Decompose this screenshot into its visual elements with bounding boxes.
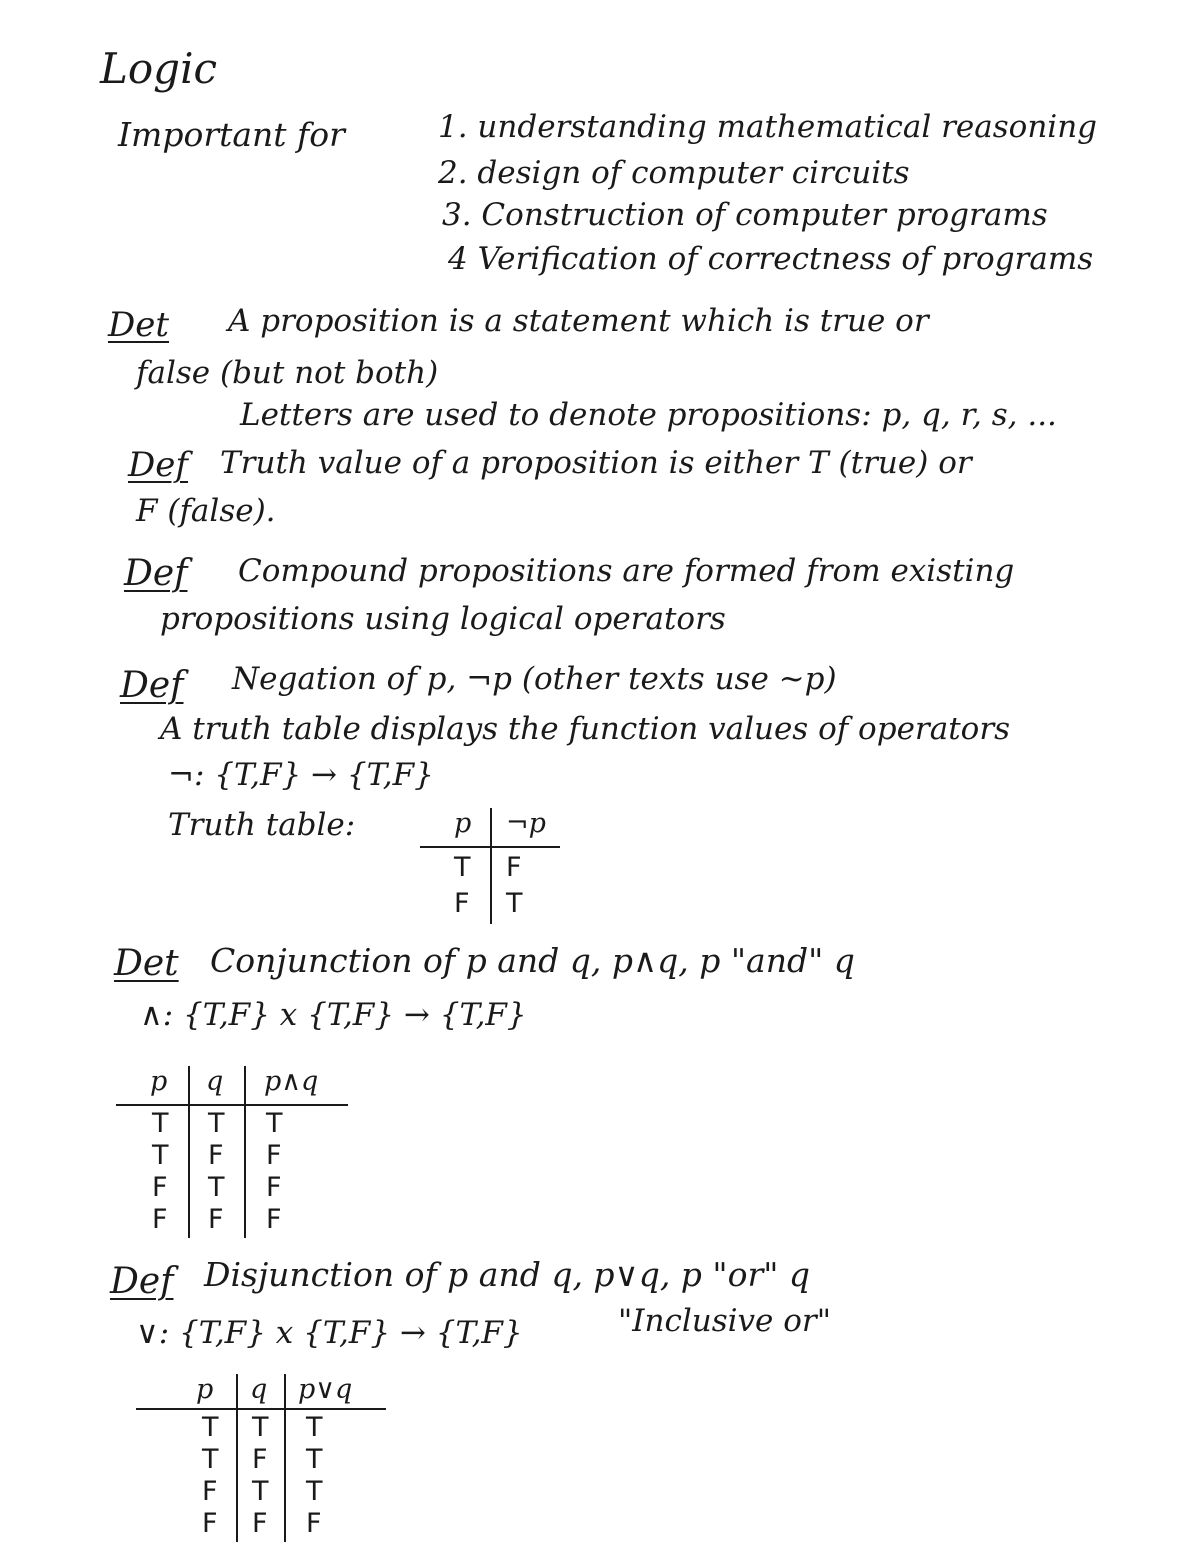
def-text: A proposition is a statement which is true or bbox=[228, 303, 929, 339]
list-item: 2. design of computer circuits bbox=[438, 155, 910, 191]
def-text: ∨: {T,F} x {T,F} → {T,F} bbox=[136, 1315, 523, 1351]
table-header: q bbox=[250, 1374, 268, 1405]
table-cell: F bbox=[266, 1204, 282, 1235]
table-cell: F bbox=[208, 1204, 224, 1235]
list-item: 1. understanding mathematical reasoning bbox=[438, 109, 1098, 145]
inclusive-or-note: "Inclusive or" bbox=[618, 1303, 831, 1339]
table-cell: T bbox=[202, 1444, 219, 1475]
table-header: q bbox=[206, 1066, 224, 1097]
list-item: 3. Construction of computer programs bbox=[442, 197, 1048, 233]
table-cell: T bbox=[454, 852, 471, 883]
table-cell: F bbox=[152, 1172, 168, 1203]
def-text: propositions using logical operators bbox=[160, 601, 726, 637]
table-cell: F bbox=[306, 1508, 322, 1539]
table-cell: T bbox=[252, 1476, 269, 1507]
def-text: Truth value of a proposition is either T (true) or bbox=[220, 445, 972, 481]
table-cell: F bbox=[266, 1172, 282, 1203]
def-tag: Det bbox=[108, 305, 170, 345]
negation-truth-table bbox=[420, 806, 570, 926]
def-text: ∧: {T,F} x {T,F} → {T,F} bbox=[140, 997, 527, 1033]
conjunction-truth-table bbox=[116, 1064, 356, 1244]
table-cell: T bbox=[266, 1108, 283, 1139]
def-text: ¬: {T,F} → {T,F} bbox=[168, 757, 434, 793]
table-cell: T bbox=[306, 1412, 323, 1443]
page-title: Logic bbox=[100, 44, 218, 93]
table-header: p bbox=[196, 1374, 214, 1405]
truth-table-label: Truth table: bbox=[168, 807, 356, 843]
def-tag: Def bbox=[128, 445, 188, 485]
table-cell: F bbox=[252, 1508, 268, 1539]
table-header: ¬p bbox=[506, 808, 546, 839]
def-tag: Def bbox=[120, 665, 184, 706]
table-cell: F bbox=[208, 1140, 224, 1171]
def-text: Compound propositions are formed from existing bbox=[238, 553, 1015, 589]
def-text: false (but not both) bbox=[136, 355, 439, 391]
disjunction-truth-table bbox=[136, 1374, 396, 1544]
def-text: A truth table displays the function values of operators bbox=[160, 711, 1011, 747]
def-tag: Def bbox=[124, 553, 188, 594]
table-header: p bbox=[454, 808, 472, 839]
table-cell: T bbox=[306, 1444, 323, 1475]
table-cell: T bbox=[202, 1412, 219, 1443]
def-text: Conjunction of p and q, p∧q, p "and" q bbox=[210, 941, 855, 980]
table-cell: T bbox=[506, 888, 523, 919]
table-cell: T bbox=[252, 1412, 269, 1443]
def-text: Disjunction of p and q, p∨q, p "or" q bbox=[204, 1255, 811, 1294]
table-cell: F bbox=[202, 1476, 218, 1507]
table-cell: T bbox=[208, 1108, 225, 1139]
table-cell: F bbox=[152, 1204, 168, 1235]
def-tag: Def bbox=[110, 1261, 174, 1302]
table-cell: T bbox=[152, 1108, 169, 1139]
table-header: p∧q bbox=[264, 1066, 319, 1097]
table-cell: F bbox=[266, 1140, 282, 1171]
def-text: F (false). bbox=[136, 493, 276, 529]
table-header: p bbox=[150, 1066, 168, 1097]
def-text: Negation of p, ¬p (other texts use ~p) bbox=[232, 661, 837, 697]
important-for-label: Important for bbox=[118, 115, 345, 154]
table-cell: F bbox=[252, 1444, 268, 1475]
table-cell: T bbox=[208, 1172, 225, 1203]
table-header: p∨q bbox=[298, 1374, 353, 1405]
table-cell: T bbox=[152, 1140, 169, 1171]
def-tag: Det bbox=[114, 943, 179, 984]
table-cell: T bbox=[306, 1476, 323, 1507]
table-cell: F bbox=[454, 888, 470, 919]
list-item: 4 Verification of correctness of programs bbox=[448, 241, 1094, 277]
table-cell: F bbox=[202, 1508, 218, 1539]
table-cell: F bbox=[506, 852, 522, 883]
def-text: Letters are used to denote propositions: p, q, r, s, ... bbox=[240, 397, 1057, 433]
